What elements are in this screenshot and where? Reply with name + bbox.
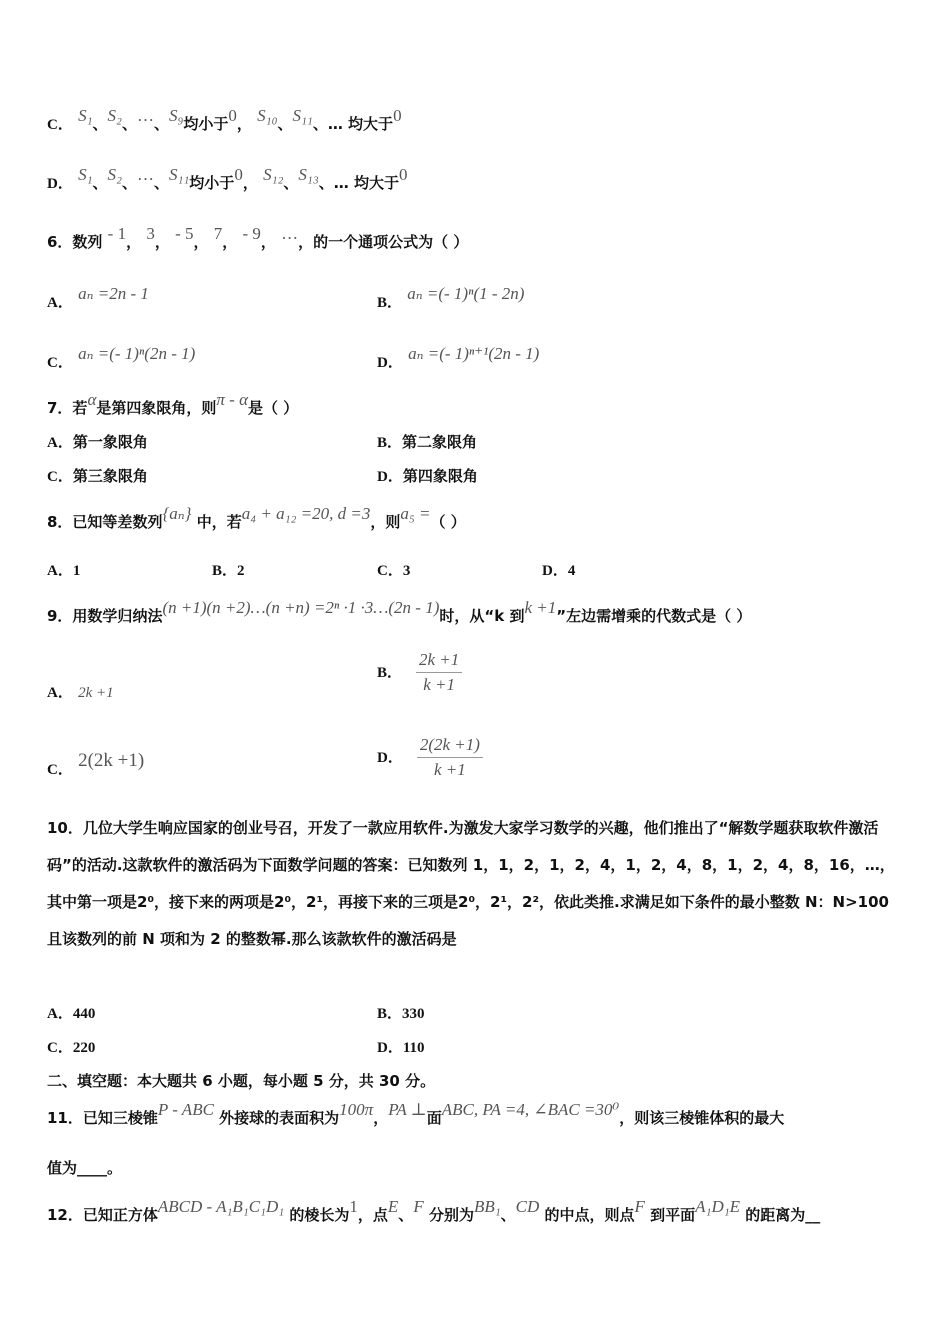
q8-option-c bbox=[377, 558, 410, 583]
option-text: 2 bbox=[237, 563, 245, 579]
sep: 、 bbox=[92, 115, 108, 133]
option-label: D． bbox=[47, 176, 73, 192]
q7-stem bbox=[47, 390, 299, 420]
math: k +1 bbox=[524, 598, 557, 617]
q8-option-a bbox=[47, 558, 80, 583]
sep: 、 bbox=[500, 1206, 516, 1224]
math: S₁₂ bbox=[263, 165, 284, 184]
option-label: B． bbox=[377, 665, 403, 681]
text: 的棱长为 bbox=[289, 1206, 350, 1224]
math: 1 bbox=[349, 1197, 358, 1216]
text: 均小于 bbox=[183, 115, 229, 133]
option-label: B． bbox=[377, 435, 403, 451]
math: … bbox=[136, 106, 154, 125]
option-label: A． bbox=[47, 295, 73, 311]
math: aₙ =(- 1)ⁿ(2n - 1) bbox=[78, 344, 196, 363]
sep: 、 bbox=[283, 174, 299, 192]
q6-option-b bbox=[377, 284, 525, 315]
text: ”左边需增乘的代数式是（ ） bbox=[556, 607, 752, 625]
math: (n +1)(n +2)…(n +n) =2ⁿ ·1 ·3…(2n - 1) bbox=[162, 598, 440, 617]
q9-option-d bbox=[377, 735, 483, 780]
sep: 、 bbox=[398, 1206, 414, 1224]
fraction bbox=[416, 650, 462, 695]
text: 均小于 bbox=[189, 174, 235, 192]
option-label: A． bbox=[47, 435, 73, 451]
option-label: D． bbox=[377, 469, 403, 485]
math: P - ABC bbox=[157, 1100, 214, 1119]
text: ， bbox=[236, 115, 252, 133]
text: ，的一个通项公式为（ ） bbox=[298, 233, 469, 251]
text: 的距离为__ bbox=[745, 1206, 821, 1224]
sep: 、 bbox=[277, 115, 293, 133]
text: 7．若 bbox=[47, 399, 88, 417]
text: 6．数列 bbox=[47, 233, 103, 251]
option-label: C． bbox=[47, 469, 73, 485]
math: π - α bbox=[216, 390, 248, 409]
math: 0 bbox=[234, 165, 243, 184]
q9-stem bbox=[47, 598, 752, 628]
math: a₅ = bbox=[400, 504, 431, 523]
option-label: B． bbox=[212, 563, 238, 579]
option-label: A． bbox=[47, 563, 73, 579]
text: 、… 均大于 bbox=[318, 174, 399, 192]
text: 9．用数学归纳法 bbox=[47, 607, 163, 625]
term: … bbox=[281, 224, 299, 243]
numerator: 2(2k +1) bbox=[417, 735, 483, 758]
option-text: 第三象限角 bbox=[72, 467, 148, 485]
q10-stem: 10．几位大学生响应国家的创业号召，开发了一款应用软件.为激发大家学习数学的兴趣，他们推出了“解数学题获取软件激活码”的活动.这款软件的激活码为下面数学问题的答案：已知数列 1，1，2，1，2，4，1，2，4，8，1，2，4，8，16，…，其中第一项是2⁰，接下来的两项是2⁰，2¹，再接下来的三项是2⁰，2¹，2²，依此类推.求满足如下条件的最小整数 N：N>100 且该数列的前 N 项和为 2 的整数幂.那么该款软件的激活码是 bbox=[47, 819, 895, 948]
math: S₂ bbox=[107, 106, 122, 125]
q11-stem bbox=[47, 1100, 785, 1130]
q10-option-b bbox=[377, 1001, 425, 1026]
math: 100π bbox=[339, 1100, 374, 1119]
q7-option-b bbox=[377, 430, 477, 455]
math: 0 bbox=[228, 106, 237, 125]
option-text: 第一象限角 bbox=[72, 433, 148, 451]
math: S₁ bbox=[78, 106, 93, 125]
fraction bbox=[417, 735, 483, 780]
option-label: C． bbox=[47, 762, 73, 778]
option-text: 220 bbox=[72, 1040, 96, 1056]
option-label: D． bbox=[377, 355, 403, 371]
section-heading-fill-in: 二、填空题：本大题共 6 小题，每小题 5 分，共 30 分。 bbox=[47, 1072, 436, 1090]
text: ，点 bbox=[357, 1206, 388, 1224]
math: S₁₃ bbox=[298, 165, 319, 184]
q10-option-d bbox=[377, 1035, 425, 1060]
math: PA ⊥ bbox=[388, 1100, 427, 1119]
q8-option-d bbox=[542, 558, 575, 583]
option-text: 4 bbox=[567, 563, 576, 579]
text: 12．已知正方体 bbox=[47, 1206, 158, 1224]
math: F bbox=[634, 1197, 645, 1216]
math: S₁₁ bbox=[292, 106, 313, 125]
q6-stem: 6．数列 - 1， 3， - 5， 7， - 9， …，的一个通项公式为（ ） bbox=[47, 224, 469, 251]
math: 2(2k +1) bbox=[78, 750, 145, 771]
math: S₁ bbox=[78, 165, 93, 184]
sep: 、 bbox=[153, 115, 169, 133]
q9-option-a bbox=[47, 680, 114, 705]
math: α bbox=[87, 390, 97, 409]
sep: 、 bbox=[92, 174, 108, 192]
q7-option-c bbox=[47, 464, 148, 489]
denominator: k +1 bbox=[423, 675, 456, 694]
math: E bbox=[387, 1197, 399, 1216]
math: {aₙ} bbox=[162, 504, 192, 523]
option-text: 110 bbox=[402, 1040, 425, 1056]
option-label: A． bbox=[47, 685, 73, 701]
math: aₙ =2n - 1 bbox=[78, 284, 149, 303]
math: S₁₁ bbox=[168, 165, 190, 184]
math: … bbox=[136, 165, 154, 184]
q6-option-d bbox=[377, 344, 540, 375]
text: 、… 均大于 bbox=[312, 115, 394, 133]
option-label: A． bbox=[47, 1006, 73, 1022]
text: 外接球的表面积为 bbox=[219, 1109, 340, 1127]
q7-option-d bbox=[377, 464, 478, 489]
option-label: B． bbox=[377, 1006, 403, 1022]
option-text: 3 bbox=[402, 563, 411, 579]
math: A₁D₁E bbox=[695, 1197, 741, 1216]
math: 2k +1 bbox=[78, 685, 114, 701]
term: - 5 bbox=[175, 224, 194, 243]
q5-option-c bbox=[47, 106, 402, 137]
sep: 、 bbox=[121, 174, 137, 192]
math: F bbox=[413, 1197, 424, 1216]
option-label: D． bbox=[377, 750, 403, 766]
text: 8．已知等差数列 bbox=[47, 513, 163, 531]
text: 11．已知三棱锥 bbox=[47, 1109, 158, 1127]
math: ABC, PA =4, ∠BAC =30⁰ bbox=[441, 1100, 620, 1119]
term: - 1 bbox=[107, 224, 127, 243]
q10-option-a bbox=[47, 1001, 95, 1026]
option-label: D． bbox=[377, 1040, 403, 1056]
q11-answer-line[interactable]: 值为____。 bbox=[47, 1159, 123, 1177]
q6-option-c bbox=[47, 344, 196, 375]
math: S₉ bbox=[168, 106, 184, 125]
sep: 、 bbox=[121, 115, 137, 133]
math: S₁₀ bbox=[257, 106, 278, 125]
text: 是第四象限角，则 bbox=[96, 399, 217, 417]
math: ABCD - A₁B₁C₁D₁ bbox=[157, 1197, 285, 1216]
math: BB₁ bbox=[473, 1197, 501, 1216]
term: - 9 bbox=[242, 224, 261, 243]
text: 时，从“k 到 bbox=[439, 607, 525, 625]
text: 的中点，则点 bbox=[544, 1206, 635, 1224]
option-text: 1 bbox=[72, 563, 81, 579]
q9-option-c bbox=[47, 750, 145, 782]
option-label: C． bbox=[47, 117, 73, 133]
math: aₙ =(- 1)ⁿ(1 - 2n) bbox=[407, 284, 525, 303]
option-text: 330 bbox=[402, 1006, 425, 1022]
option-label: C． bbox=[47, 355, 73, 371]
term: 3 bbox=[146, 224, 155, 243]
math: 0 bbox=[393, 106, 402, 125]
option-label: C． bbox=[47, 1040, 73, 1056]
text: 是（ ） bbox=[248, 399, 299, 417]
option-label: C． bbox=[377, 563, 403, 579]
text: （ ） bbox=[430, 513, 466, 531]
q10-option-c bbox=[47, 1035, 95, 1060]
q7-option-a bbox=[47, 430, 148, 455]
text: ， bbox=[373, 1109, 389, 1127]
q5-option-d bbox=[47, 165, 408, 196]
text: ，则该三棱锥体积的最大 bbox=[619, 1109, 785, 1127]
text: ，则 bbox=[370, 513, 401, 531]
math: a₄ + a₁₂ =20, d =3 bbox=[241, 504, 371, 523]
q12-stem bbox=[47, 1197, 821, 1227]
numerator: 2k +1 bbox=[416, 650, 462, 673]
text: ， bbox=[242, 174, 258, 192]
math: S₂ bbox=[107, 165, 122, 184]
option-label: B． bbox=[377, 295, 403, 311]
option-text: 440 bbox=[72, 1006, 96, 1022]
denominator: k +1 bbox=[434, 760, 466, 779]
q6-option-a bbox=[47, 284, 149, 315]
sep: 、 bbox=[153, 174, 169, 192]
text: 到平面 bbox=[650, 1206, 696, 1224]
text: 中，若 bbox=[196, 513, 242, 531]
math: 0 bbox=[398, 165, 408, 184]
option-label: D． bbox=[542, 563, 568, 579]
text: 面 bbox=[426, 1109, 442, 1127]
option-text: 第二象限角 bbox=[402, 433, 478, 451]
term: 7 bbox=[213, 224, 223, 243]
text: 分别为 bbox=[428, 1206, 474, 1224]
math: aₙ =(- 1)ⁿ⁺¹(2n - 1) bbox=[408, 344, 540, 363]
q9-option-b bbox=[377, 650, 462, 695]
math: CD bbox=[515, 1197, 540, 1216]
q8-option-b bbox=[212, 558, 245, 583]
option-text: 第四象限角 bbox=[402, 467, 478, 485]
q8-stem bbox=[47, 504, 466, 534]
